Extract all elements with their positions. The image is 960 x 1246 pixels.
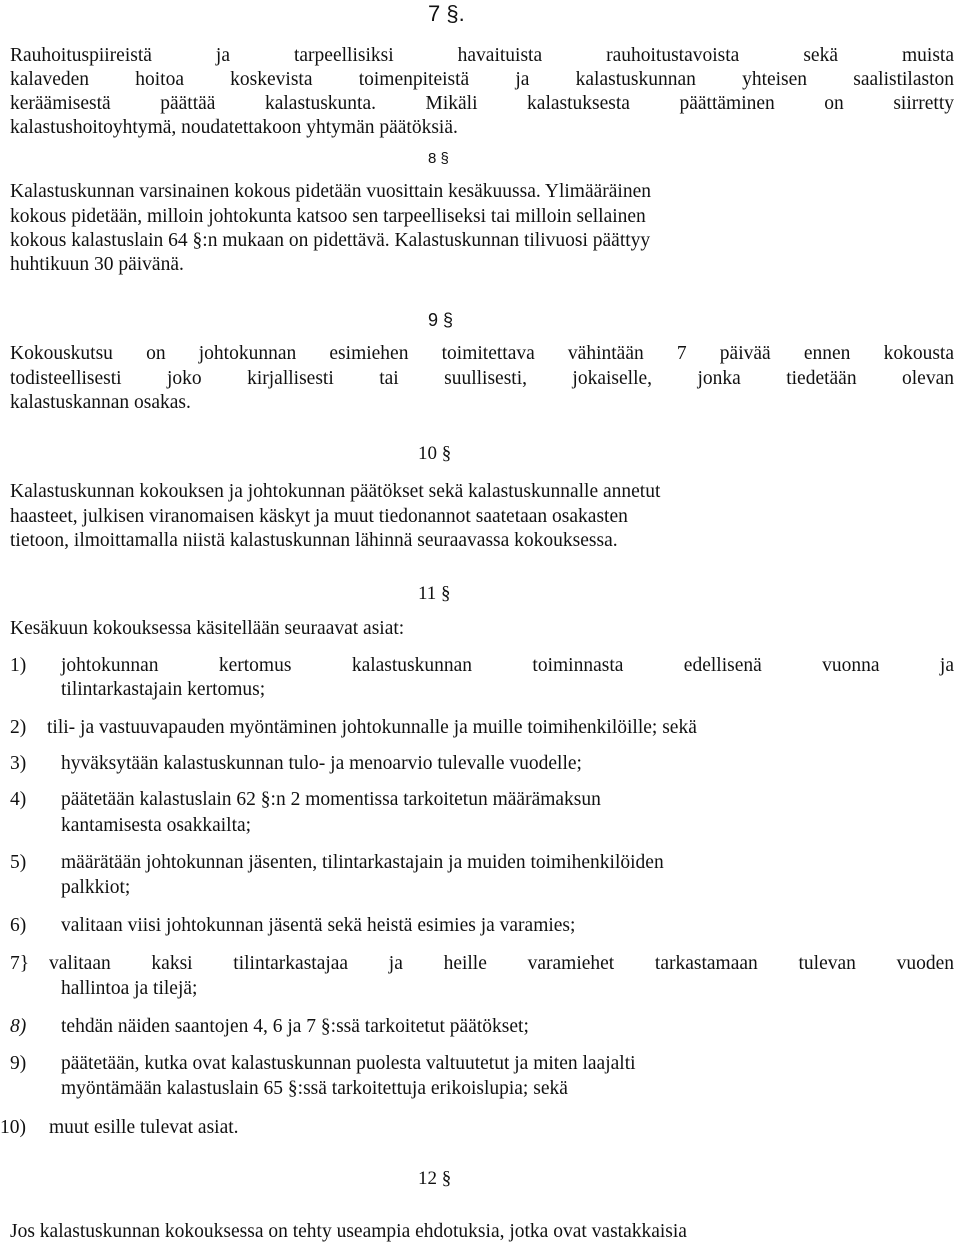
- paragraph-10-line-1: Kalastuskunnan kokouksen ja johtokunnan päätökset sekä kalastuskunnalle annetut: [10, 481, 661, 502]
- item-text: päätetään, kutka ovat kalastuskunnan puolesta valtuutetut ja miten laajalti: [61, 1053, 636, 1074]
- item-text: hyväksytään kalastuskunnan tulo- ja menoarvio tulevalle vuodelle;: [61, 753, 582, 774]
- item-number: 3): [10, 753, 27, 774]
- item-text: tili- ja vastuuvapauden myöntäminen johtokunnalle ja muille toimihenkilöille; sekä: [47, 717, 697, 738]
- section-9-heading: 9 §: [428, 310, 454, 330]
- paragraph-9-line-2: todisteellisesti joko kirjallisesti tai suullisesti, jokaiselle, jonka tiedetään olevan: [10, 368, 954, 389]
- section-7-heading: 7 §.: [428, 1, 465, 26]
- paragraph-7-line-1: Rauhoituspiireistä ja tarpeellisiksi havaituista rauhoitustavoista sekä muista: [10, 45, 954, 66]
- paragraph-12-line-1: Jos kalastuskunnan kokouksessa on tehty useampia ehdotuksia, jotka ovat vastakkaisia: [10, 1221, 687, 1242]
- item-text: kantamisesta osakkailta;: [61, 815, 252, 836]
- item-text: tehdän näiden saantojen 4, 6 ja 7 §:ssä tarkoitetut päätökset;: [61, 1016, 529, 1037]
- item-number: 9): [10, 1053, 27, 1074]
- section-11-intro: Kesäkuun kokouksessa käsitellään seuraavat asiat:: [10, 618, 405, 639]
- paragraph-10-line-3: tietoon, ilmoittamalla niistä kalastuskunnan lähinnä seuraavassa kokouksessa.: [10, 530, 618, 551]
- section-8-heading: 8 §: [428, 150, 449, 167]
- section-10-heading: 10 §: [418, 443, 452, 464]
- paragraph-7-line-4: kalastushoitoyhtymä, noudatettakoon yhtymän päätöksiä.: [10, 117, 458, 138]
- item-number: 1): [10, 655, 27, 676]
- item-text: päätetään kalastuslain 62 §:n 2 momentissa tarkoitetun määrämaksun: [61, 789, 601, 810]
- paragraph-9-line-3: kalastuskannan osakas.: [10, 392, 191, 413]
- item-number: 6): [10, 915, 27, 936]
- section-12-heading: 12 §: [418, 1168, 452, 1189]
- item-text: valitaan viisi johtokunnan jäsentä sekä heistä esimies ja varamies;: [61, 915, 576, 936]
- item-text: muut esille tulevat asiat.: [49, 1117, 239, 1138]
- item-text: hallintoa ja tilejä;: [61, 978, 198, 999]
- item-text: määrätään johtokunnan jäsenten, tilintarkastajain ja muiden toimihenkilöiden: [61, 852, 664, 873]
- paragraph-8-line-1: Kalastuskunnan varsinainen kokous pidetään vuosittain kesäkuussa. Ylimääräinen: [10, 181, 651, 202]
- item-text: tilintarkastajain kertomus;: [61, 679, 266, 700]
- paragraph-7-line-2: kalaveden hoitoa koskevista toimenpiteistä ja kalastuskunnan yhteisen saalistilaston: [10, 69, 954, 90]
- item-number: 7}: [10, 953, 30, 974]
- item-text: palkkiot;: [61, 877, 131, 898]
- paragraph-8-line-2: kokous pidetään, milloin johtokunta katsoo sen tarpeelliseksi tai milloin sellainen: [10, 206, 646, 227]
- paragraph-8-line-4: huhtikuun 30 päivänä.: [10, 254, 184, 275]
- item-number: 4): [10, 789, 27, 810]
- item-number: 5): [10, 852, 27, 873]
- paragraph-10-line-2: haasteet, julkisen viranomaisen käskyt ja muut tiedonannot saatetaan osakasten: [10, 506, 628, 527]
- paragraph-8-line-3: kokous kalastuslain 64 §:n mukaan on pidettävä. Kalastuskunnan tilivuosi päättyy: [10, 230, 651, 251]
- item-number: 8): [10, 1016, 27, 1037]
- section-11-heading: 11 §: [418, 583, 451, 604]
- item-number: 10): [0, 1117, 26, 1138]
- paragraph-9-line-1: Kokouskutsu on johtokunnan esimiehen toimitettava vähintään 7 päivää ennen kokousta: [10, 343, 954, 364]
- item-number: 2): [10, 717, 27, 738]
- item-text: valitaan kaksi tilintarkastajaa ja heille varamiehet tarkastamaan tulevan vuoden: [49, 953, 954, 974]
- paragraph-7-line-3: keräämisestä päättää kalastuskunta. Mikäli kalastuksesta päättäminen on siirretty: [10, 93, 954, 114]
- item-text: johtokunnan kertomus kalastuskunnan toiminnasta edellisenä vuonna ja: [61, 655, 954, 676]
- item-text: myöntämään kalastuslain 65 §:ssä tarkoitettuja erikoislupia; sekä: [61, 1078, 568, 1099]
